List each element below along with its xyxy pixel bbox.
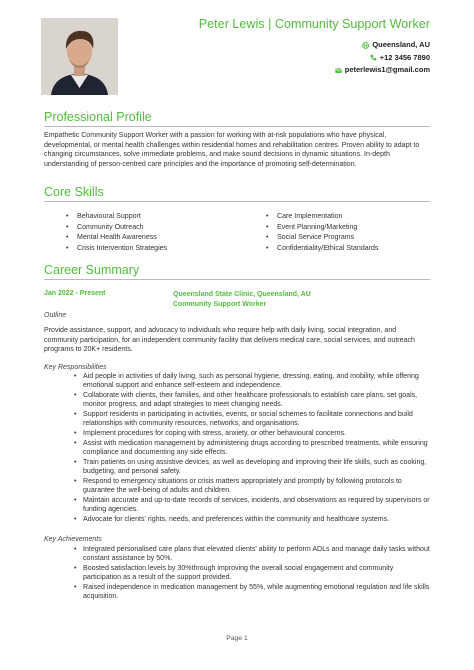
list-item: • Maintain accurate and up-to-date records of services, incidents, and observations as required by supervisors or funding agencies. [44,496,430,515]
email-icon [335,67,342,74]
location-row [335,39,430,52]
profile-text: Empathetic Community Support Worker with a passion for working with at-risk populations who have physical, developmental, or mental health challenges within residential homes and rehabilitation centres. Proven ability to adapt to changing circumstances, solve immediate problems, and make sound decisions in dynamic situations. In-depth understanding of person-centred care principles and the importance of promoting self-determination. [44,132,420,168]
list-item: • Assist with medication management by administering drugs according to prescribed treatments, while ensuring compliance and documenting any side effects. [44,439,430,458]
responsibilities-label: Key Responsibilities [44,364,107,371]
phone-row [335,52,430,65]
email-link[interactable]: peterlewis1@gmail.com [344,65,430,74]
achievements-label: Key Achievements [44,536,102,543]
list-item: • Integrated personalised care plans that elevated clients' ability to perform ADLs and manage daily tasks without constant assistance by 50%. [44,545,430,564]
list-item: • Respond to emergency situations or crisis matters appropriately and promptly by following protocols to guarantee the well-being of adults and children. [44,477,430,496]
page-number: Page 1 [226,635,248,642]
list-item: • Support residents in participating in activities, events, or social schemes to facilitate connections and build relationships with community resources, networks, and organisations. [44,410,430,429]
skills-list [44,212,430,254]
outline-label: Outline [44,312,67,319]
profile-photo [41,18,118,95]
achievements-list [44,545,430,602]
job-role: Community Support Worker [173,300,267,308]
skill-item: • Social Service Programs [244,233,430,244]
list-item: • Collaborate with clients, their families, and other healthcare professionals to establish care plans, set goals, monitor progress, and adapt strategies to meet changing needs. [44,391,430,410]
skill-item: • Crisis Intervention Strategies [44,244,244,255]
skills-heading: Core Skills [44,185,430,202]
skill-item: • Event Planning/Marketing [244,223,430,234]
list-item: • Boosted satisfaction levels by 30%through improving the overall social engagement and community participation as a result of the support provided. [44,564,430,583]
skill-item: • Confidentiality/Ethical Standards [244,244,430,255]
skill-item: • Mental Health Awareness [44,233,244,244]
phone-icon [370,54,377,61]
email-row [335,64,430,77]
portrait-image [41,18,118,95]
job-employer [173,290,311,309]
list-item: • Raised independence in medication management by 55%, while augmenting emotional regulation and life skills acquisition. [44,583,430,602]
responsibilities-list [44,372,430,524]
phone-text[interactable]: +12 3456 7890 [379,52,430,62]
list-item: • Advocate for clients' rights, needs, and preferences within the community and healthcare systems. [44,515,430,524]
career-heading: Career Summary [44,263,430,280]
skill-item: • Behavioural Support [44,212,244,223]
list-item: • Aid people in activities of daily living, such as personal hygiene, dressing, eating, and mobility, while offering emotional support and enhance self-esteem and independence. [44,372,430,391]
location-text: Queensland, AU [372,40,430,49]
globe-icon [362,42,369,49]
contact-block [335,39,430,77]
name-and-title: Peter Lewis | Community Support Worker [198,17,430,31]
outline-text: Provide assistance, support, and advocacy to individuals who require help with daily living, social integration, and community participation, for an independent community facility that delivers medical care, social services, and outreach programs to 20K+ residents. [44,327,415,353]
skill-item: • Care Implementation [244,212,430,223]
profile-heading: Professional Profile [44,110,430,127]
job-date: Jan 2022 - Present [44,290,106,297]
list-item: • Train patients on using assistive devices, as well as developing and improving their life skills, such as cooking, budgeting, and personal safety. [44,458,430,477]
list-item: • Implement procedures for coping with stress, anxiety, or other behavioural concerns. [44,429,430,438]
skill-item: • Community Outreach [44,223,244,234]
job-location: Queensland State Clinic, Queensland, AU [173,291,311,298]
